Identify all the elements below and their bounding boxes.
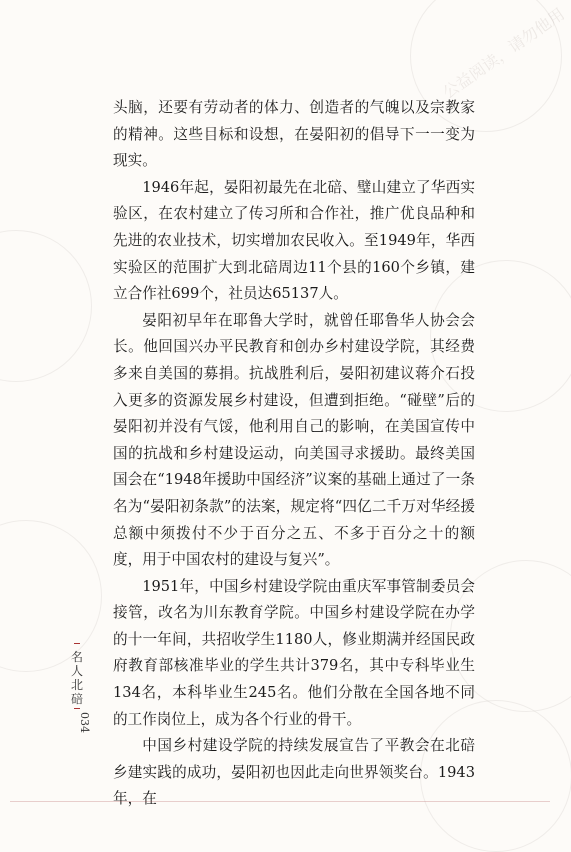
watermark-stamp [0, 520, 102, 672]
watermark-stamp [0, 230, 92, 382]
paragraph: 中国乡村建设学院的持续发展宣告了平教会在北碚乡建实践的成功，晏阳初也因此走向世界领奖台。1943年，在 [113, 737, 475, 808]
body-text [113, 95, 475, 813]
page-number: 034 [78, 712, 91, 733]
paragraph: 1951年，中国乡村建设学院由重庆军事管制委员会接管，改名为川东教育学院。中国乡村建设学院在办学的十一年间，共招收学生1180人，修业期满并经国民政府教育部核准毕业的学生共计379名，其中专科毕业生134名，本科毕业生245名。他们分散在全国各地不同的工作岗位上，成为各个行业的骨干。 [113, 577, 475, 728]
side-rule-bottom [74, 708, 80, 709]
paragraph: 晏阳初早年在耶鲁大学时，就曾任耶鲁华人协会会长。他回国兴办平民教育和创办乡村建设学院，其经费多来自美国的募捐。抗战胜利后，晏阳初建议蒋介石投入更多的资源发展乡村建设，但遭到拒绝。“碰壁”后的晏阳初并没有气馁，他利用自己的影响，在美国宣传中国的抗战和乡村建设运动，向美国寻求援助。最终美国国会在“1948年援助中国经济”议案的基础上通过了一条名为“晏阳初条款”的法案，规定将“四亿二千万对华经援总额中须拨付不少于百分之五、不多于百分之十的额度，用于中国农村的建设与复兴”。 [113, 311, 475, 569]
paragraph: 1946年起，晏阳初最先在北碚、璧山建立了华西实验区，在农村建立了传习所和合作社，推广优良品种和先进的农业技术，切实增加农民收入。至1949年，华西实验区的范围扩大到北碚周边11个县的160个乡镇，建立合作社699个，社员达65137人。 [113, 178, 475, 303]
watermark-text: 公益阅读，请勿他用 [439, 4, 569, 103]
paragraph: 头脑，还要有劳动者的体力、创造者的气魄以及宗教家的精神。这些目标和设想，在晏阳初的倡导下一一变为现实。 [113, 99, 475, 170]
bottom-ornament-line [10, 801, 550, 802]
book-title-label: 名 人 北 碚 [70, 650, 83, 706]
side-rule-top [74, 643, 80, 644]
